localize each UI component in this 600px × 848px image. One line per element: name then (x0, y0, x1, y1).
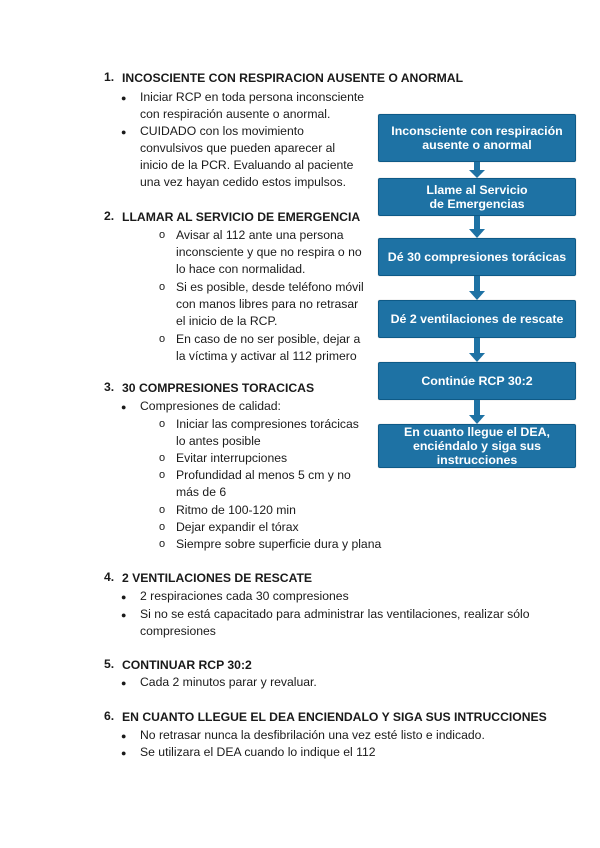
bullet-text: No retrasar nunca la desfibrilación una vez esté listo e indicado. (140, 728, 485, 742)
section-number: 4. (104, 570, 115, 584)
flow-step-continue-rcp (378, 362, 576, 400)
flow-step-call-emergency (378, 178, 576, 216)
section-number: 1. (104, 70, 115, 84)
subitem-text: el inicio de la RCP. (176, 314, 278, 328)
subitem-text: Iniciar las compresiones torácicas (176, 417, 359, 431)
bullet-text: compresiones (140, 624, 216, 638)
arrow-down-icon (469, 216, 485, 238)
flow-step-text: Inconsciente con respiración (391, 124, 563, 138)
section-title: INCOSCIENTE CON RESPIRACION AUSENTE O ANORMAL (122, 71, 464, 85)
section-title: CONTINUAR RCP 30:2 (122, 658, 252, 672)
flow-step-text: En cuanto llegue el DEA, (404, 425, 550, 439)
subitem-text: Avisar al 112 ante una persona (176, 228, 344, 242)
flow-step-text: ausente o anormal (422, 138, 532, 152)
flow-step-text: Dé 2 ventilaciones de rescate (390, 312, 564, 326)
section-number: 5. (104, 657, 115, 671)
bullet-icon: ● (121, 610, 127, 620)
section-number: 6. (104, 709, 115, 723)
bullet-icon: ● (121, 402, 127, 412)
bullet-icon: ● (121, 93, 127, 103)
arrow-down-icon (469, 338, 485, 362)
circle-bullet-icon: o (159, 452, 166, 464)
bullet-text: CUIDADO con los movimiento (140, 124, 304, 138)
section-title: 30 COMPRESIONES TORACICAS (122, 381, 315, 395)
section-number: 3. (104, 380, 115, 394)
circle-bullet-icon: o (159, 469, 166, 481)
circle-bullet-icon: o (159, 229, 166, 241)
flow-step-compressions (378, 238, 576, 276)
flow-step-ventilations (378, 300, 576, 338)
bullet-text: 2 respiraciones cada 30 compresiones (140, 589, 349, 603)
section-title: 2 VENTILACIONES DE RESCATE (122, 571, 313, 585)
section-title: EN CUANTO LLEGUE EL DEA ENCIENDALO Y SIGA SUS INTRUCCIONES (122, 710, 547, 724)
bullet-text: Iniciar RCP en toda persona inconsciente (140, 90, 365, 104)
bullet-text: convulsivos que pueden aparecer al (140, 141, 336, 155)
bullet-text: inicio de la PCR. Evaluando al paciente (140, 158, 354, 172)
bullet-icon: ● (121, 678, 127, 688)
circle-bullet-icon: o (159, 521, 166, 533)
subitem-text: más de 6 (176, 485, 227, 499)
subitem-text: lo hace con normalidad. (176, 262, 306, 276)
flow-step-text: enciéndalo y siga sus (412, 439, 542, 453)
flow-step-text: Llame al Servicio (426, 183, 528, 197)
circle-bullet-icon: o (159, 538, 166, 550)
subitem-text: la víctima y activar al 112 primero (176, 349, 357, 363)
circle-bullet-icon: o (159, 333, 166, 345)
subitem-text: Profundidad al menos 5 cm y no (176, 468, 351, 482)
subitem-text: con manos libres para no retrasar (176, 297, 359, 311)
arrow-down-icon (469, 162, 485, 178)
subitem-text: lo antes posible (176, 434, 261, 448)
flow-step-text: Dé 30 compresiones torácicas (387, 250, 567, 264)
circle-bullet-icon: o (159, 504, 166, 516)
subitem-text: Evitar interrupciones (176, 451, 288, 465)
bullet-icon: ● (121, 127, 127, 137)
flow-step-text: de Emergencias (429, 197, 525, 211)
flow-step-text: instrucciones (436, 453, 518, 467)
bullet-text: una vez hayan cedido estos impulsos. (140, 175, 346, 189)
subitem-text: Si es posible, desde teléfono móvil (176, 280, 364, 294)
section-title: LLAMAR AL SERVICIO DE EMERGENCIA (122, 210, 361, 224)
circle-bullet-icon: o (159, 418, 166, 430)
flow-step-text: Continúe RCP 30:2 (421, 374, 533, 388)
bullet-icon: ● (121, 748, 127, 758)
section-number: 2. (104, 209, 115, 223)
bullet-text: Si no se está capacitado para administrar las ventilaciones, realizar sólo (140, 607, 530, 621)
circle-bullet-icon: o (159, 281, 166, 293)
subitem-text: Dejar expandir el tórax (176, 520, 299, 534)
arrow-down-icon (469, 276, 485, 300)
subitem-text: En caso de no ser posible, dejar a (176, 332, 361, 346)
flow-step-aed (378, 424, 576, 468)
bullet-text: con respiración ausente o anormal. (140, 107, 331, 121)
bullet-text: Compresiones de calidad: (140, 399, 281, 413)
subitem-text: inconsciente y que no respira o no (176, 245, 362, 259)
subitem-text: Ritmo de 100-120 min (176, 503, 296, 517)
arrow-down-icon (469, 400, 485, 424)
bullet-text: Cada 2 minutos parar y revaluar. (140, 675, 317, 689)
bullet-icon: ● (121, 731, 127, 741)
subitem-text: Siempre sobre superficie dura y plana (176, 537, 382, 551)
bullet-text: Se utilizara el DEA cuando lo indique el 112 (140, 745, 376, 759)
flow-step-unconscious (378, 114, 576, 162)
bullet-icon: ● (121, 592, 127, 602)
